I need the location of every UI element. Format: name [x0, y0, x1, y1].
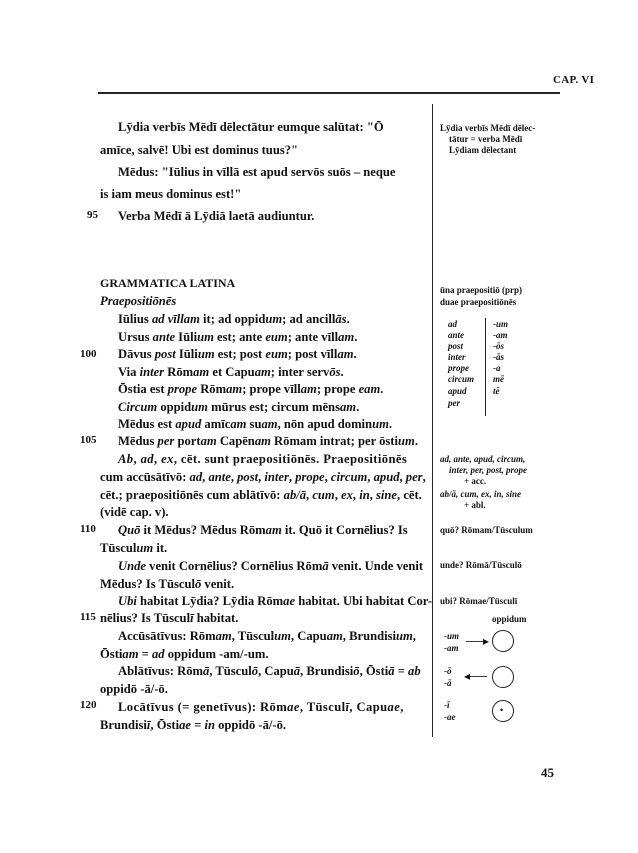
margin-note: + acc. [464, 476, 487, 486]
text-line: Quō it Mēdus? Mēdus Rōmam it. Quō it Cornēlius? Is [118, 523, 408, 537]
town-circle-icon [492, 666, 514, 688]
margin-note: inter, per, post, prope [449, 465, 528, 475]
dialogue-line: is iam meus dominus est!" [100, 187, 242, 201]
margin-note: quō? Rōmam/Tūsculum [440, 525, 533, 535]
ending-item: -um [493, 319, 509, 329]
text-line: Unde venit Cornēlius? Cornēlius Rōmā venit. Unde venit [118, 559, 424, 573]
chapter-label: CAP. VI [553, 74, 595, 86]
prep-item: per [448, 398, 460, 408]
text-line: Tūsculum it. [100, 541, 168, 555]
margin-note: ubi? Rōmae/Tūsculī [440, 596, 518, 606]
line-number-100: 100 [80, 348, 97, 360]
ending-item: mē [493, 374, 504, 384]
ending-item: -a [493, 363, 501, 373]
line-number-95: 95 [87, 209, 98, 221]
text-line: Iūlius ad vīllam it; ad oppidum; ad ancillās. [118, 312, 350, 326]
text-line: Ōstiam = ad oppidum -am/-um. [100, 647, 269, 661]
ending-item: -ōs [493, 341, 504, 351]
text-line: Ubi habitat Lȳdia? Lȳdia Rōmae habitat. Ubi habitat Cor- [118, 594, 433, 608]
ending-item: -ās [493, 352, 504, 362]
text-line: Via inter Rōmam et Capuam; inter servōs. [118, 365, 344, 379]
section-subtitle: Praepositiōnēs [100, 294, 177, 308]
page-number: 45 [541, 765, 554, 780]
prep-table-divider [485, 318, 486, 416]
line-number-115: 115 [80, 611, 96, 623]
margin-note: ad, ante, apud, circum, [440, 454, 526, 464]
prep-item: apud [448, 386, 467, 396]
margin-note: tātur = verba Mēdī [449, 134, 523, 144]
text-line: Ōstia est prope Rōmam; prope vīllam; prope eam. [118, 382, 384, 396]
prep-item: inter [448, 352, 466, 362]
section-title: GRAMMATICA LATINA [100, 276, 236, 290]
dialogue-line: Lȳdia verbīs Mēdī dēlectātur eumque salūtat: "Ō [118, 120, 384, 134]
arrow-left-icon: ◂── [464, 669, 488, 683]
line-number-105: 105 [80, 434, 97, 446]
ending-label: -ō [444, 666, 452, 676]
text-line: Circum oppidum mūrus est; circum mēnsam. [118, 400, 360, 414]
prep-item: prope [448, 363, 469, 373]
text-line: (vidē cap. v). [100, 505, 169, 519]
margin-note: ūna praepositiō (prp) [440, 285, 523, 295]
text-line: Brundisiī, Ōstiae = in oppidō -ā/-ō. [100, 718, 287, 732]
margin-note: unde? Rōmā/Tūsculō [440, 560, 522, 570]
margin-note: oppidum [492, 614, 527, 624]
text-line: cēt.; praepositiōnēs cum ablātīvō: ab/ā, cum, ex, in, sine, cēt. [100, 488, 422, 502]
margin-divider [432, 104, 433, 737]
prep-item: ad [448, 319, 457, 329]
prep-item: ante [448, 330, 465, 340]
prep-item: circum [448, 374, 474, 384]
margin-note: Lȳdia verbīs Mēdī dēlec- [440, 123, 536, 133]
text-line: Accūsātīvus: Rōmam, Tūsculum, Capuam, Brundisium, [118, 629, 416, 643]
dot-icon: • [500, 705, 504, 715]
margin-note: + abl. [464, 500, 486, 510]
text-line: Dāvus post Iūlium est; post eum; post vīllam. [118, 347, 357, 361]
text-line: Ab, ad, ex, cēt. sunt praepositiōnēs. Praepositiōnēs [118, 452, 408, 466]
dialogue-line: amīce, salvē! Ubi est dominus tuus?" [100, 143, 299, 157]
dialogue-line: Mēdus: "Iūlius in vīllā est apud servōs suōs – neque [118, 165, 396, 179]
text-line: oppidō -ā/-ō. [100, 682, 168, 696]
text-line: Mēdus per portam Capēnam Rōmam intrat; per ōstium. [118, 434, 418, 448]
ending-label: -ae [444, 712, 456, 722]
ending-item: tē [493, 386, 500, 396]
town-circle-icon [492, 630, 514, 652]
ending-label: -am [444, 643, 459, 653]
text-line: Ablātīvus: Rōmā, Tūsculō, Capuā, Brundisiō, Ōstiā = ab [118, 664, 421, 678]
ending-label: -ā [444, 678, 452, 688]
line-number-120: 120 [80, 699, 97, 711]
ending-item: -am [493, 330, 508, 340]
ending-label: -um [444, 631, 460, 641]
arrow-right-icon: ──▸ [466, 634, 490, 648]
prep-item: post [448, 341, 464, 351]
text-line: Locātīvus (= genetīvus): Rōmae, Tūsculī, Capuae, [118, 700, 404, 714]
margin-note: ab/ā, cum, ex, in, sine [440, 489, 522, 499]
header-rule [98, 92, 560, 94]
text-line: Mēdus? Is Tūsculō venit. [100, 577, 235, 591]
text-line: Ursus ante Iūlium est; ante eum; ante vīllam. [118, 330, 358, 344]
margin-note: duae praepositiōnēs [440, 297, 517, 307]
dialogue-line: Verba Mēdī ā Lȳdiā laetā audiuntur. [118, 209, 315, 223]
text-line: Mēdus est apud amīcam suam, nōn apud dominum. [118, 417, 393, 431]
margin-note: Lȳdiam dēlectant [449, 145, 517, 155]
text-line: cum accūsātīvō: ad, ante, post, inter, prope, circum, apud, per, [100, 470, 426, 484]
ending-label: -ī [444, 700, 450, 710]
line-number-110: 110 [80, 523, 96, 535]
text-line: nēlius? Is Tūsculī habitat. [100, 611, 239, 625]
